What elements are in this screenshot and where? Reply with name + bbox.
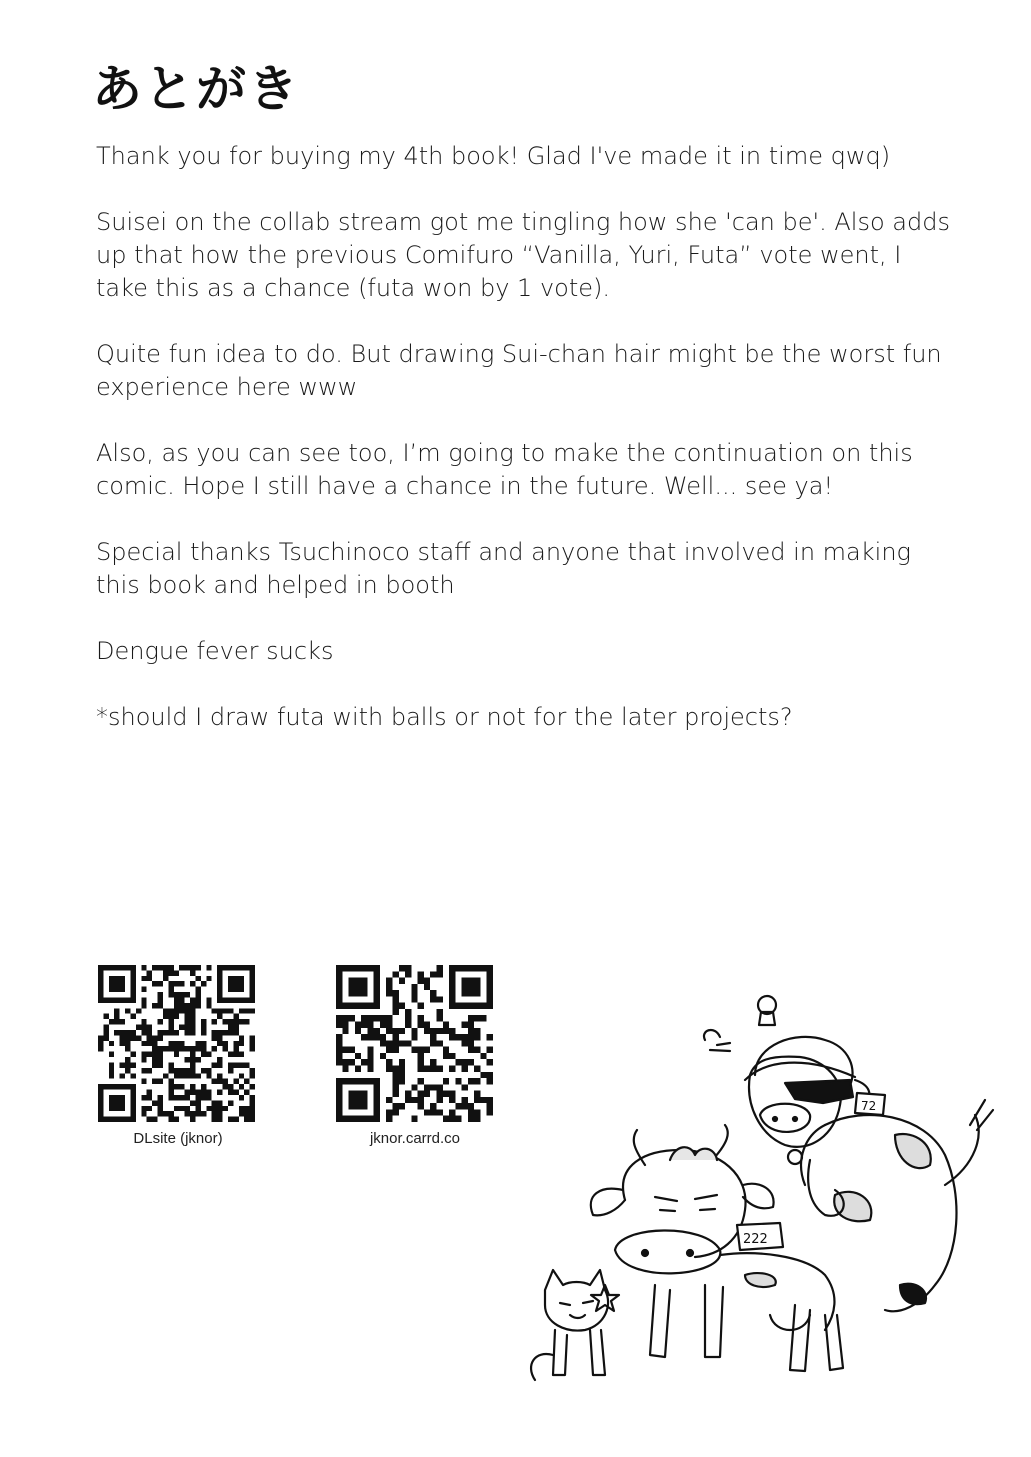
qr-code-icon xyxy=(98,965,255,1122)
qr-label-carrd: jknor.carrd.co xyxy=(369,1130,461,1147)
qr-code-dlsite[interactable] xyxy=(98,965,255,1122)
page-title: あとがき xyxy=(92,60,300,118)
qr-code-carrd[interactable] xyxy=(336,965,493,1122)
paragraph-suisei: Suisei on the collab stream got me tingling how she 'can be'. Also adds up that how the previous Comifuro “Vanilla, Yuri, Futa” vote went, I take this as a chance (futa won by 1 vote). xyxy=(96,208,950,302)
paragraph-continuation: Also, as you can see too, I’m going to make the continuation on this comic. Hope I still have a chance in the future. Well... see ya! xyxy=(96,439,913,500)
paragraph-special-thanks: Special thanks Tsuchinoco staff and anyone that involved in making this book and helped in booth xyxy=(96,538,911,599)
afterword-body xyxy=(96,140,956,767)
svg-text:222: 222 xyxy=(743,1232,768,1247)
qr-code-icon xyxy=(336,965,493,1122)
paragraph-question: *should I draw futa with balls or not for the later projects? xyxy=(96,703,793,731)
lock-doodle-icon xyxy=(758,996,776,1025)
paragraph-dengue: Dengue fever sucks xyxy=(96,637,334,665)
paragraph-fun-idea: Quite fun idea to do. But drawing Sui-chan hair might be the worst fun experience here www xyxy=(96,340,942,401)
paragraph-thanks: Thank you for buying my 4th book! Glad I've made it in time qwq) xyxy=(96,142,891,170)
qr-label-dlsite: DLsite (jknor) xyxy=(133,1130,223,1147)
cows-and-cat-illustration xyxy=(505,985,1005,1395)
svg-text:72: 72 xyxy=(861,1099,877,1113)
